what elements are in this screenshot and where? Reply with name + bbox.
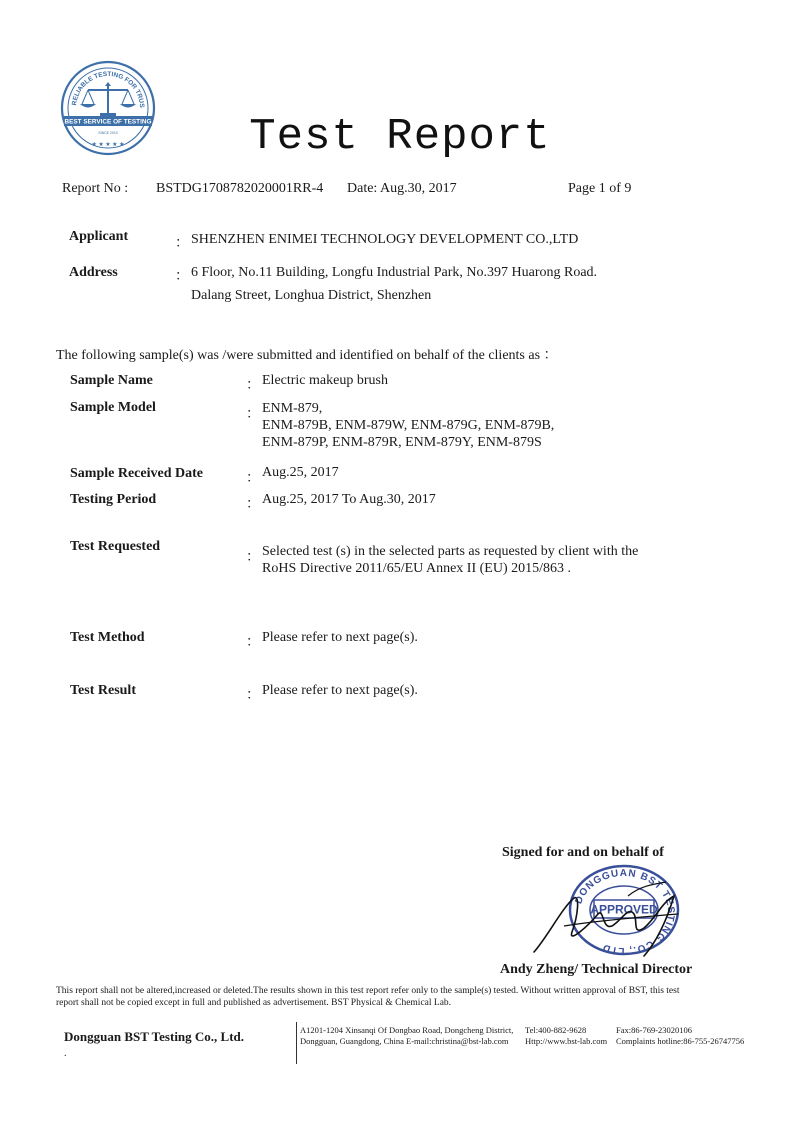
colon: ： [246,471,260,486]
svg-text:DONGGUAN BST TESTING CO., LTD: DONGGUAN BST TESTING CO., LTD [573,867,677,957]
footer-notice [56,985,746,1009]
footer-address-2: Dongguan, Guangdong, China E-mail:christina@bst-lab.com [300,1036,509,1046]
received-date-value: Aug.25, 2017 [262,465,339,480]
colon: ： [175,269,189,284]
footer-hotline: Complaints hotline:86-755-26747756 [616,1036,745,1046]
svg-text:★ ★ ★ ★ ★: ★ ★ ★ ★ ★ [91,142,125,148]
testing-period-label: Testing Period [70,492,157,507]
signed-for-text: Signed for and on behalf of [502,845,664,860]
footer-divider [296,1022,297,1064]
colon: ： [246,635,260,650]
test-method-value: Please refer to next page(s). [262,630,418,645]
report-date: Date: Aug.30, 2017 [347,181,457,196]
address-line-1: 6 Floor, No.11 Building, Longfu Industrial Park, No.397 Huarong Road. [191,265,598,280]
footer-notice-line-1: This report shall not be altered,increased or deleted.The results shown in this test report refer only to the sample(s) tested. Without written approval of BST, this test [56,986,680,996]
approved-stamp [528,856,708,966]
sample-model-line-3: ENM-879P, ENM-879R, ENM-879Y, ENM-879S [262,435,542,450]
footer-tel: Tel:400-882-9628 [525,1025,587,1035]
approved-stamp-icon [528,856,708,966]
received-date-label: Sample Received Date [70,466,203,481]
footer-web: Http://www.bst-lab.com [525,1036,608,1046]
footer-company: Dongguan BST Testing Co., Ltd. [64,1029,245,1044]
svg-text:A RELIABLE TESTING FOR TRUST: RELIABLE TESTING FOR TRUS [71,70,146,109]
signatory: Andy Zheng/ Technical Director [500,962,693,977]
footer-notice-line-2: report shall not be copied except in full and published as advertisement. BST Physical & Chemical Lab. [56,998,452,1008]
footer-fax: Fax:86-769-23020106 [616,1025,693,1035]
test-method-label: Test Method [70,630,145,645]
test-requested-line-1: Selected test (s) in the selected parts as requested by client with the [262,544,639,559]
applicant-label: Applicant [69,229,129,244]
test-result-value: Please refer to next page(s). [262,683,418,698]
applicant-value: SHENZHEN ENIMEI TECHNOLOGY DEVELOPMENT CO.,LTD [191,232,579,247]
address-label: Address [69,265,118,280]
colon: ： [246,497,260,512]
report-no: BSTDG1708782020001RR-4 [156,181,324,196]
page-number: Page 1 of 9 [568,181,632,196]
footer-address-1: A1201-1204 Xinsanqi Of Dongbao Road, Dongcheng District, [300,1025,514,1035]
sample-name-value: Electric makeup brush [262,373,388,388]
sample-name-label: Sample Name [70,373,153,388]
colon: ： [246,688,260,703]
colon: ： [246,550,260,565]
svg-text:APPROVED: APPROVED [590,902,658,917]
testing-period-value: Aug.25, 2017 To Aug.30, 2017 [262,492,436,507]
sample-model-line-2: ENM-879B, ENM-879W, ENM-879G, ENM-879B, [262,418,555,433]
test-requested-label: Test Requested [70,539,161,554]
colon: ： [246,378,260,393]
sample-model-line-1: ENM-879, [262,401,323,416]
sample-model-label: Sample Model [70,400,156,415]
test-result-label: Test Result [70,683,136,698]
intro-text: The following sample(s) was /were submitted and identified on behalf of the clients as ： [56,348,558,363]
address-line-2: Dalang Street, Longhua District, Shenzhen [191,288,432,303]
svg-text:BEST SERVICE OF TESTING: BEST SERVICE OF TESTING [64,118,152,126]
report-no-label: Report No : [62,181,129,196]
svg-text:SINCE 2010: SINCE 2010 [98,131,118,135]
test-requested-line-2: RoHS Directive 2011/65/EU Annex II (EU) 2015/863 . [262,561,571,576]
colon: ： [246,407,260,422]
page-title: Test Report [249,112,551,162]
colon: ： [175,236,189,251]
